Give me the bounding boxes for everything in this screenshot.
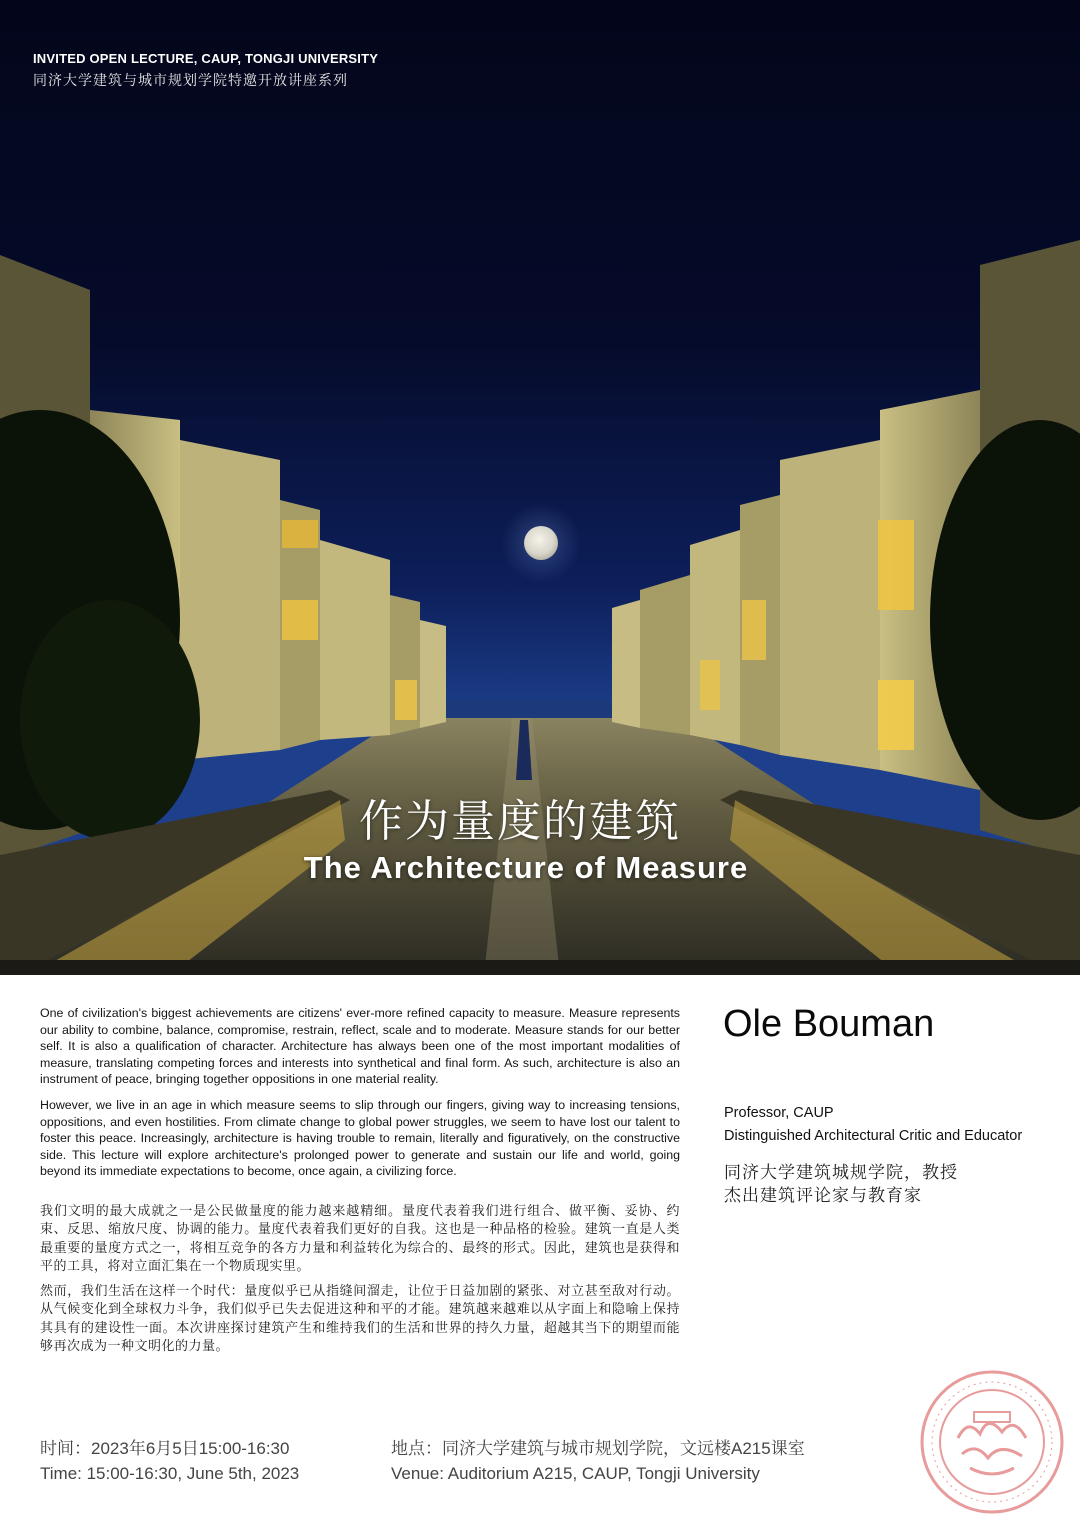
university-seal-icon	[918, 1368, 1066, 1516]
speaker-title-en	[724, 1102, 1022, 1148]
lecture-title-zh: 作为量度的建筑	[359, 797, 681, 846]
series-title-en: INVITED OPEN LECTURE, CAUP, TONGJI UNIVERSITY	[33, 51, 379, 66]
speaker-role-zh: 同济大学建筑城规学院，教授	[724, 1163, 958, 1182]
event-venue	[391, 1436, 805, 1486]
event-time-en: Time: 15:00-16:30, June 5th, 2023	[40, 1464, 300, 1483]
abstract-en-paragraph-2: However, we live in an age in which measure seems to slip through our fingers, giving way to increasing tensions, oppositions, and even hostilities. From climate change to global power struggles, we seem to have lost our talent to foster this peace. Increasingly, architecture is having trouble to remain, literally and figuratively, on the constructive side. This lecture will explore architecture's prolonged power to generate and sustain our life and world, going beyond its immediate expectations to become, once again, a civilizing force.	[40, 1097, 680, 1179]
event-time	[40, 1436, 299, 1486]
speaker-name: Ole Bouman	[723, 1003, 935, 1045]
lecture-title-en: The Architecture of Measure	[303, 850, 749, 885]
abstract-zh-paragraph-2: 然而，我们生活在这样一个时代：量度似乎已从指缝间溜走，让位于日益加剧的紧张、对立甚至敌对行动。从气候变化到全球权力斗争，我们似乎已失去促进这种和平的才能。建筑越来越难以从字面上和隐喻上保持其具有的建设性一面。本次讲座探讨建筑产生和维持我们的生活和世界的持久力量，超越其当下的期望而能够再次成为一种文明化的力量。	[40, 1282, 680, 1354]
event-venue-zh: 地点：同济大学建筑与城市规划学院，文远楼A215课室	[391, 1439, 805, 1458]
speaker-role-en: Professor, CAUP	[724, 1105, 834, 1121]
speaker-title-zh	[724, 1161, 958, 1207]
lecture-abstract	[40, 1005, 680, 1362]
event-time-zh: 时间：2023年6月5日15:00-16:30	[40, 1439, 290, 1458]
abstract-en-paragraph-1: One of civilization's biggest achievements are citizens' ever-more refined capacity to measure. Measure represents our ability to combine, balance, compromise, restrain, reflect, scale and to moderate. Measure stands for our better self. It is also a qualification of character. Architecture has always been one of the most important modalities of measure, translating competing forces and interests into synthetical and final form. As such, architecture is also an instrument of peace, bringing together oppositions in one material reality.	[40, 1006, 680, 1087]
series-title-zh: 同济大学建筑与城市规划学院特邀开放讲座系列	[33, 72, 348, 88]
speaker-distinction-en: Distinguished Architectural Critic and Educator	[724, 1128, 1023, 1144]
event-venue-en: Venue: Auditorium A215, CAUP, Tongji University	[391, 1464, 760, 1483]
abstract-zh-paragraph-1: 我们文明的最大成就之一是公民做量度的能力越来越精细。量度代表着我们进行组合、做平衡、妥协、约束、反思、缩放尺度、协调的能力。量度代表着我们更好的自我。这也是一种品格的检验。建筑一直是人类最重要的量度方式之一，将相互竞争的各方力量和利益转化为综合的、最终的形式。因此，建筑也是获得和平的工具，将对立面汇集在一个物质现实里。	[40, 1202, 680, 1274]
speaker-distinction-zh: 杰出建筑评论家与教育家	[724, 1186, 922, 1205]
